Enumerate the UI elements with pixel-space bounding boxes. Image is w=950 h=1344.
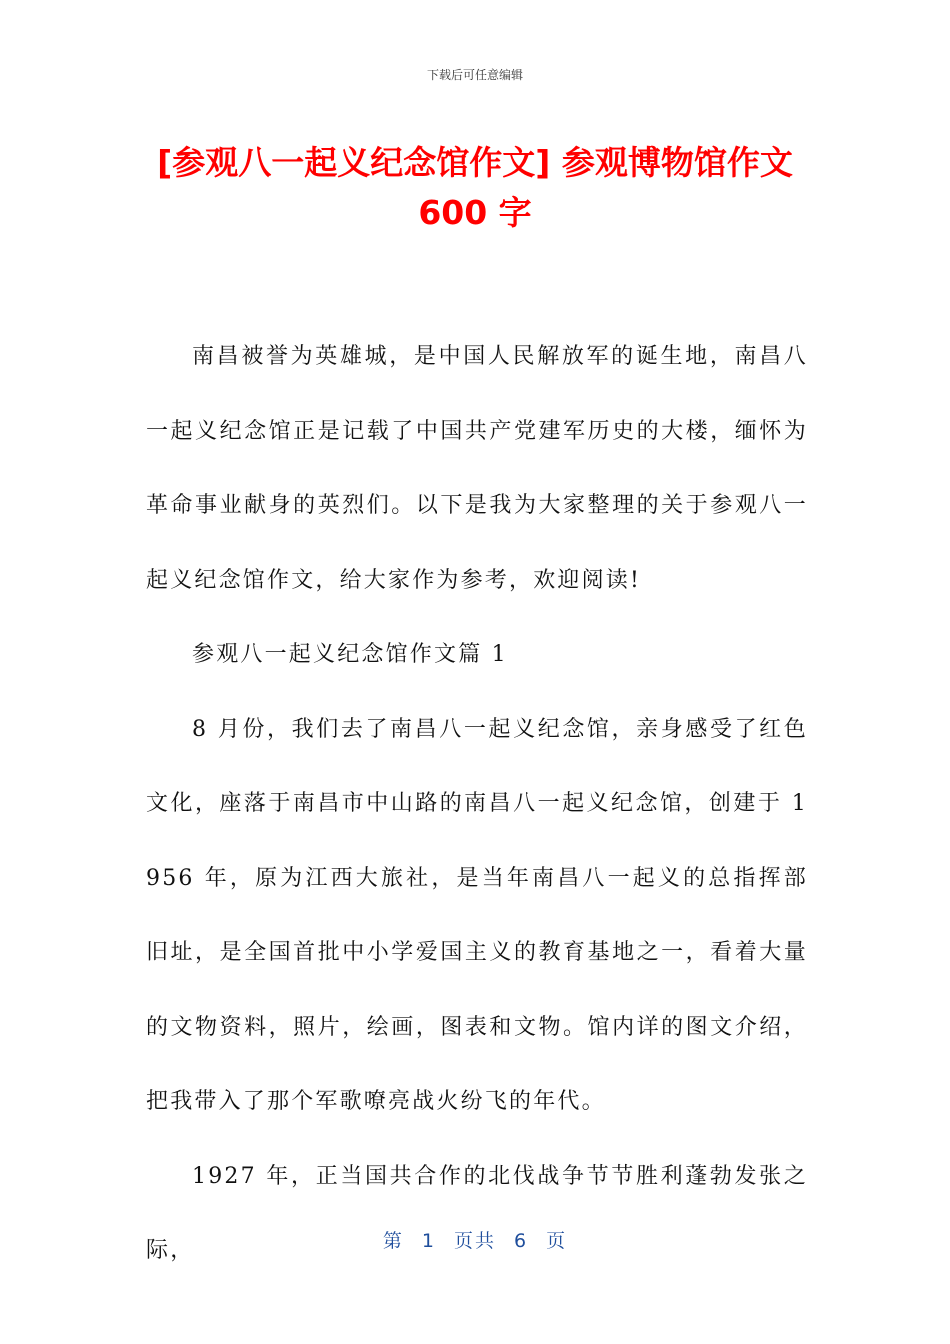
document-title: [参观八一起义纪念馆作文] 参观博物馆作文 600 字 [157, 143, 793, 232]
paragraph-intro: 南昌被誉为英雄城，是中国人民解放军的诞生地，南昌八一起义纪念馆正是记载了中国共产党建军历史的大楼，缅怀为革命事业献身的英烈们。以下是我为大家整理的关于参观八一起义纪念馆作文，给大家作为参考，欢迎阅读! [146, 344, 808, 593]
paragraph-section-heading: 参观八一起义纪念馆作文篇 1 [192, 642, 508, 667]
paragraph-visit: 8 月份，我们去了南昌八一起义纪念馆，亲身感受了红色文化，座落于南昌市中山路的南昌八一起义纪念馆，创建于 1956 年，原为江西大旅社，是当年南昌八一起义的总指挥部旧址，是全国首批中小学爱国主义的教育基地之一，看着大量的文物资料，照片，绘画，图表和文物。馆内详的图文介绍，把我带入了那个军歌嘹亮战火纷飞的年代。 [146, 716, 808, 1114]
page-number-footer: 第 1 页共 6 页 [382, 1230, 568, 1252]
paragraph-1927: 1927 年，正当国共合作的北伐战争节节胜利蓬勃发张之际， [146, 1163, 808, 1263]
document-body [146, 320, 808, 1289]
header-note: 下载后可任意编辑 [426, 68, 523, 82]
